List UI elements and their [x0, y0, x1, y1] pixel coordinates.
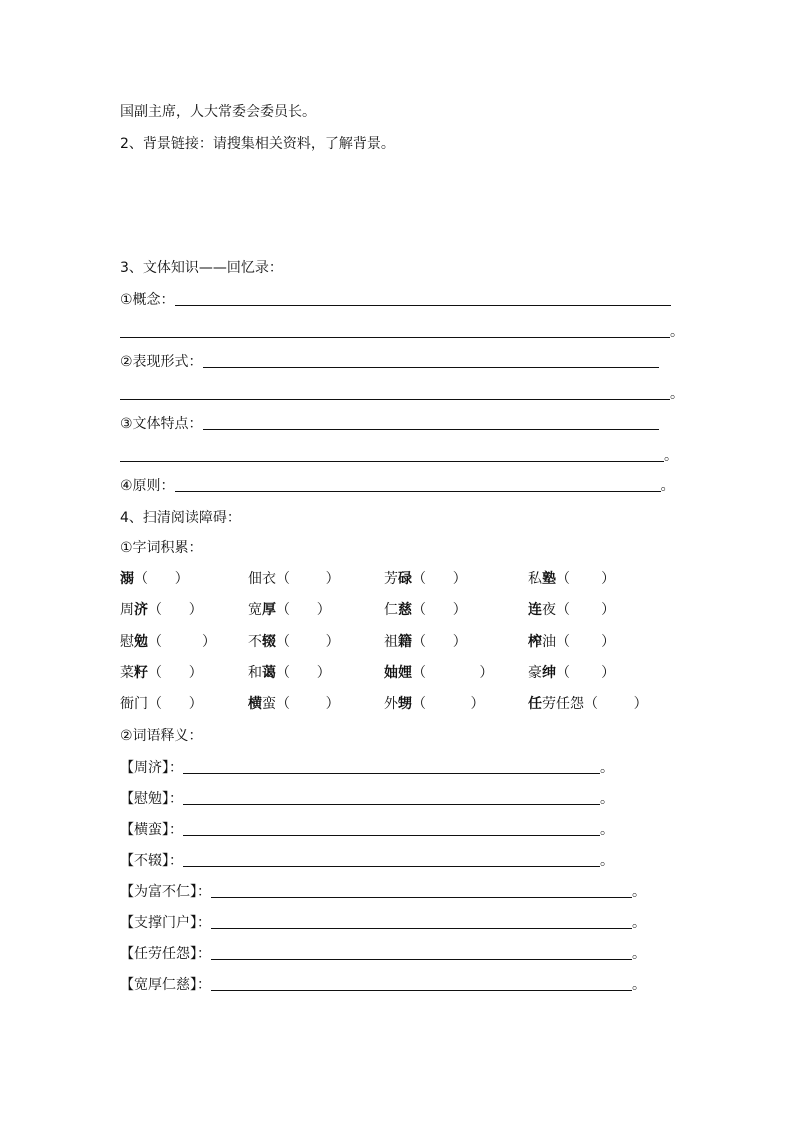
feature-row [120, 412, 659, 436]
definition-row [120, 942, 646, 966]
vocab-bold-char: 溺 [120, 571, 134, 587]
vocab-item [248, 692, 340, 716]
form-blank[interactable] [203, 350, 659, 368]
vocab-item [528, 692, 648, 716]
vocab-item [528, 630, 615, 654]
vocab-bold-char: 蔼 [262, 665, 276, 681]
vocab-item [248, 661, 331, 685]
vocab-item [120, 567, 189, 591]
concept-row-2 [120, 320, 684, 344]
vocab-bold-char: 济 [134, 602, 148, 618]
definition-blank[interactable] [211, 911, 632, 929]
vocab-answer-paren[interactable]: （ ） [556, 634, 616, 650]
concept-row [120, 288, 671, 312]
vocab-bold-char: 辍 [262, 634, 276, 650]
definition-blank[interactable] [211, 973, 632, 991]
definitions-subtitle: ②词语释义： [120, 728, 203, 744]
definition-term: 【支撑门户】： [120, 915, 211, 931]
vocab-text: 菜 [120, 665, 134, 681]
form-period: 。 [670, 386, 684, 402]
vocab-text: 祖 [384, 634, 398, 650]
definition-period: 。 [600, 822, 614, 838]
vocab-text: 蛮 [262, 696, 276, 712]
vocab-item [120, 630, 216, 654]
vocab-bold-char: 慈 [398, 602, 412, 618]
definition-period: 。 [632, 884, 646, 900]
definition-term: 【横蛮】： [120, 822, 183, 838]
principle-blank[interactable] [175, 474, 661, 492]
definition-row [120, 880, 646, 904]
concept-blank[interactable] [175, 288, 671, 306]
vocab-answer-paren[interactable]: （ ） [276, 634, 340, 650]
concept-period: 。 [670, 324, 684, 340]
vocab-answer-paren[interactable]: （ ） [412, 602, 467, 618]
vocab-text: 和 [248, 665, 262, 681]
vocab-text: 不 [248, 634, 262, 650]
intro-line-2: 2、背景链接：请搜集相关资料，了解背景。 [120, 136, 395, 152]
vocab-answer-paren[interactable]: （ ） [412, 571, 467, 587]
vocab-answer-paren[interactable]: （ ） [556, 602, 616, 618]
vocab-item [248, 598, 331, 622]
definition-row [120, 818, 614, 842]
section3-title: 3、文体知识——回忆录： [120, 260, 283, 276]
vocab-text: 周 [120, 602, 134, 618]
definition-blank[interactable] [183, 756, 600, 774]
vocab-item [384, 567, 467, 591]
vocab-text: 油 [542, 634, 556, 650]
section4-title: 4、扫清阅读障碍： [120, 510, 241, 526]
vocab-bold-char: 碌 [398, 571, 412, 587]
feature-row-2 [120, 444, 678, 468]
definition-blank[interactable] [183, 787, 600, 805]
vocab-bold-char: 勉 [134, 634, 148, 650]
vocab-bold-char: 籍 [398, 634, 412, 650]
definition-row [120, 849, 614, 873]
vocab-item [528, 598, 615, 622]
definition-term: 【任劳任怨】： [120, 946, 211, 962]
vocab-text: 衙门 [120, 696, 148, 712]
vocab-text: 劳任怨 [542, 696, 584, 712]
feature-label: ③文体特点： [120, 416, 203, 432]
vocab-bold-char: 籽 [134, 665, 148, 681]
definition-period: 。 [600, 760, 614, 776]
vocab-item [248, 630, 340, 654]
definition-period: 。 [632, 915, 646, 931]
definition-term: 【周济】： [120, 760, 183, 776]
vocab-text: 佃衣 [248, 571, 276, 587]
definition-term: 【慰勉】： [120, 791, 183, 807]
definition-period: 。 [632, 946, 646, 962]
vocab-answer-paren[interactable]: （ ） [148, 634, 217, 650]
vocab-answer-paren[interactable]: （ ） [556, 571, 616, 587]
vocab-text: 豪 [528, 665, 542, 681]
vocab-answer-paren[interactable]: （ ） [134, 571, 189, 587]
vocab-bold-char: 连 [528, 602, 542, 618]
definition-period: 。 [600, 853, 614, 869]
vocab-item [384, 598, 467, 622]
vocab-text: 芳 [384, 571, 398, 587]
vocab-answer-paren[interactable]: （ ） [276, 665, 331, 681]
definition-blank[interactable] [211, 942, 632, 960]
concept-blank-2[interactable] [120, 320, 670, 338]
vocab-item [384, 692, 485, 716]
vocab-answer-paren[interactable]: （ ） [584, 696, 648, 712]
form-blank-2[interactable] [120, 382, 670, 400]
vocab-bold-char: 任 [528, 696, 542, 712]
definition-blank[interactable] [183, 818, 600, 836]
principle-row [120, 474, 675, 498]
vocab-text: 宽 [248, 602, 262, 618]
concept-label: ①概念： [120, 292, 175, 308]
vocab-bold-char: 塾 [542, 571, 556, 587]
vocab-answer-paren[interactable]: （ ） [412, 696, 485, 712]
vocab-item [528, 661, 615, 685]
vocab-answer-paren[interactable]: （ ） [412, 634, 467, 650]
vocab-text: 私 [528, 571, 542, 587]
definition-period: 。 [632, 977, 646, 993]
definition-term: 【宽厚仁慈】： [120, 977, 211, 993]
definition-row [120, 911, 646, 935]
vocab-answer-paren[interactable]: （ ） [148, 696, 203, 712]
vocab-answer-paren[interactable]: （ ） [276, 696, 340, 712]
principle-period: 。 [660, 478, 675, 494]
form-label: ②表现形式： [120, 354, 203, 370]
definition-term: 【不辍】： [120, 853, 183, 869]
vocab-item [384, 661, 493, 685]
form-row [120, 350, 659, 374]
feature-blank-2[interactable] [120, 444, 664, 462]
principle-label: ④原则： [120, 478, 175, 494]
vocab-item [528, 567, 615, 591]
definition-row [120, 973, 646, 997]
vocab-item [120, 598, 203, 622]
definition-period: 。 [600, 791, 614, 807]
definition-row [120, 756, 614, 780]
vocab-answer-paren[interactable]: （ ） [412, 665, 494, 681]
vocab-item [248, 567, 340, 591]
vocab-answer-paren[interactable]: （ ） [556, 665, 616, 681]
definition-row [120, 787, 614, 811]
definition-term: 【为富不仁】： [120, 884, 211, 900]
feature-period: 。 [664, 448, 678, 464]
vocab-subtitle: ①字词积累： [120, 540, 203, 556]
vocab-bold-char: 厚 [262, 602, 276, 618]
vocab-item [120, 692, 203, 716]
vocab-answer-paren[interactable]: （ ） [148, 602, 203, 618]
vocab-answer-paren[interactable]: （ ） [148, 665, 203, 681]
vocab-bold-char: 妯娌 [384, 665, 412, 681]
vocab-text: 夜 [542, 602, 556, 618]
vocab-answer-paren[interactable]: （ ） [276, 571, 340, 587]
definition-blank[interactable] [183, 849, 600, 867]
vocab-bold-char: 横 [248, 696, 262, 712]
vocab-bold-char: 甥 [398, 696, 412, 712]
vocab-item [384, 630, 467, 654]
vocab-text: 慰 [120, 634, 134, 650]
feature-blank[interactable] [203, 412, 659, 430]
vocab-bold-char: 绅 [542, 665, 556, 681]
vocab-text: 外 [384, 696, 398, 712]
form-row-2 [120, 382, 684, 406]
vocab-bold-char: 榨 [528, 634, 542, 650]
definition-blank[interactable] [211, 880, 632, 898]
vocab-item [120, 661, 203, 685]
vocab-text: 仁 [384, 602, 398, 618]
vocab-answer-paren[interactable]: （ ） [276, 602, 331, 618]
intro-line-1: 国副主席，人大常委会委员长。 [120, 104, 316, 120]
